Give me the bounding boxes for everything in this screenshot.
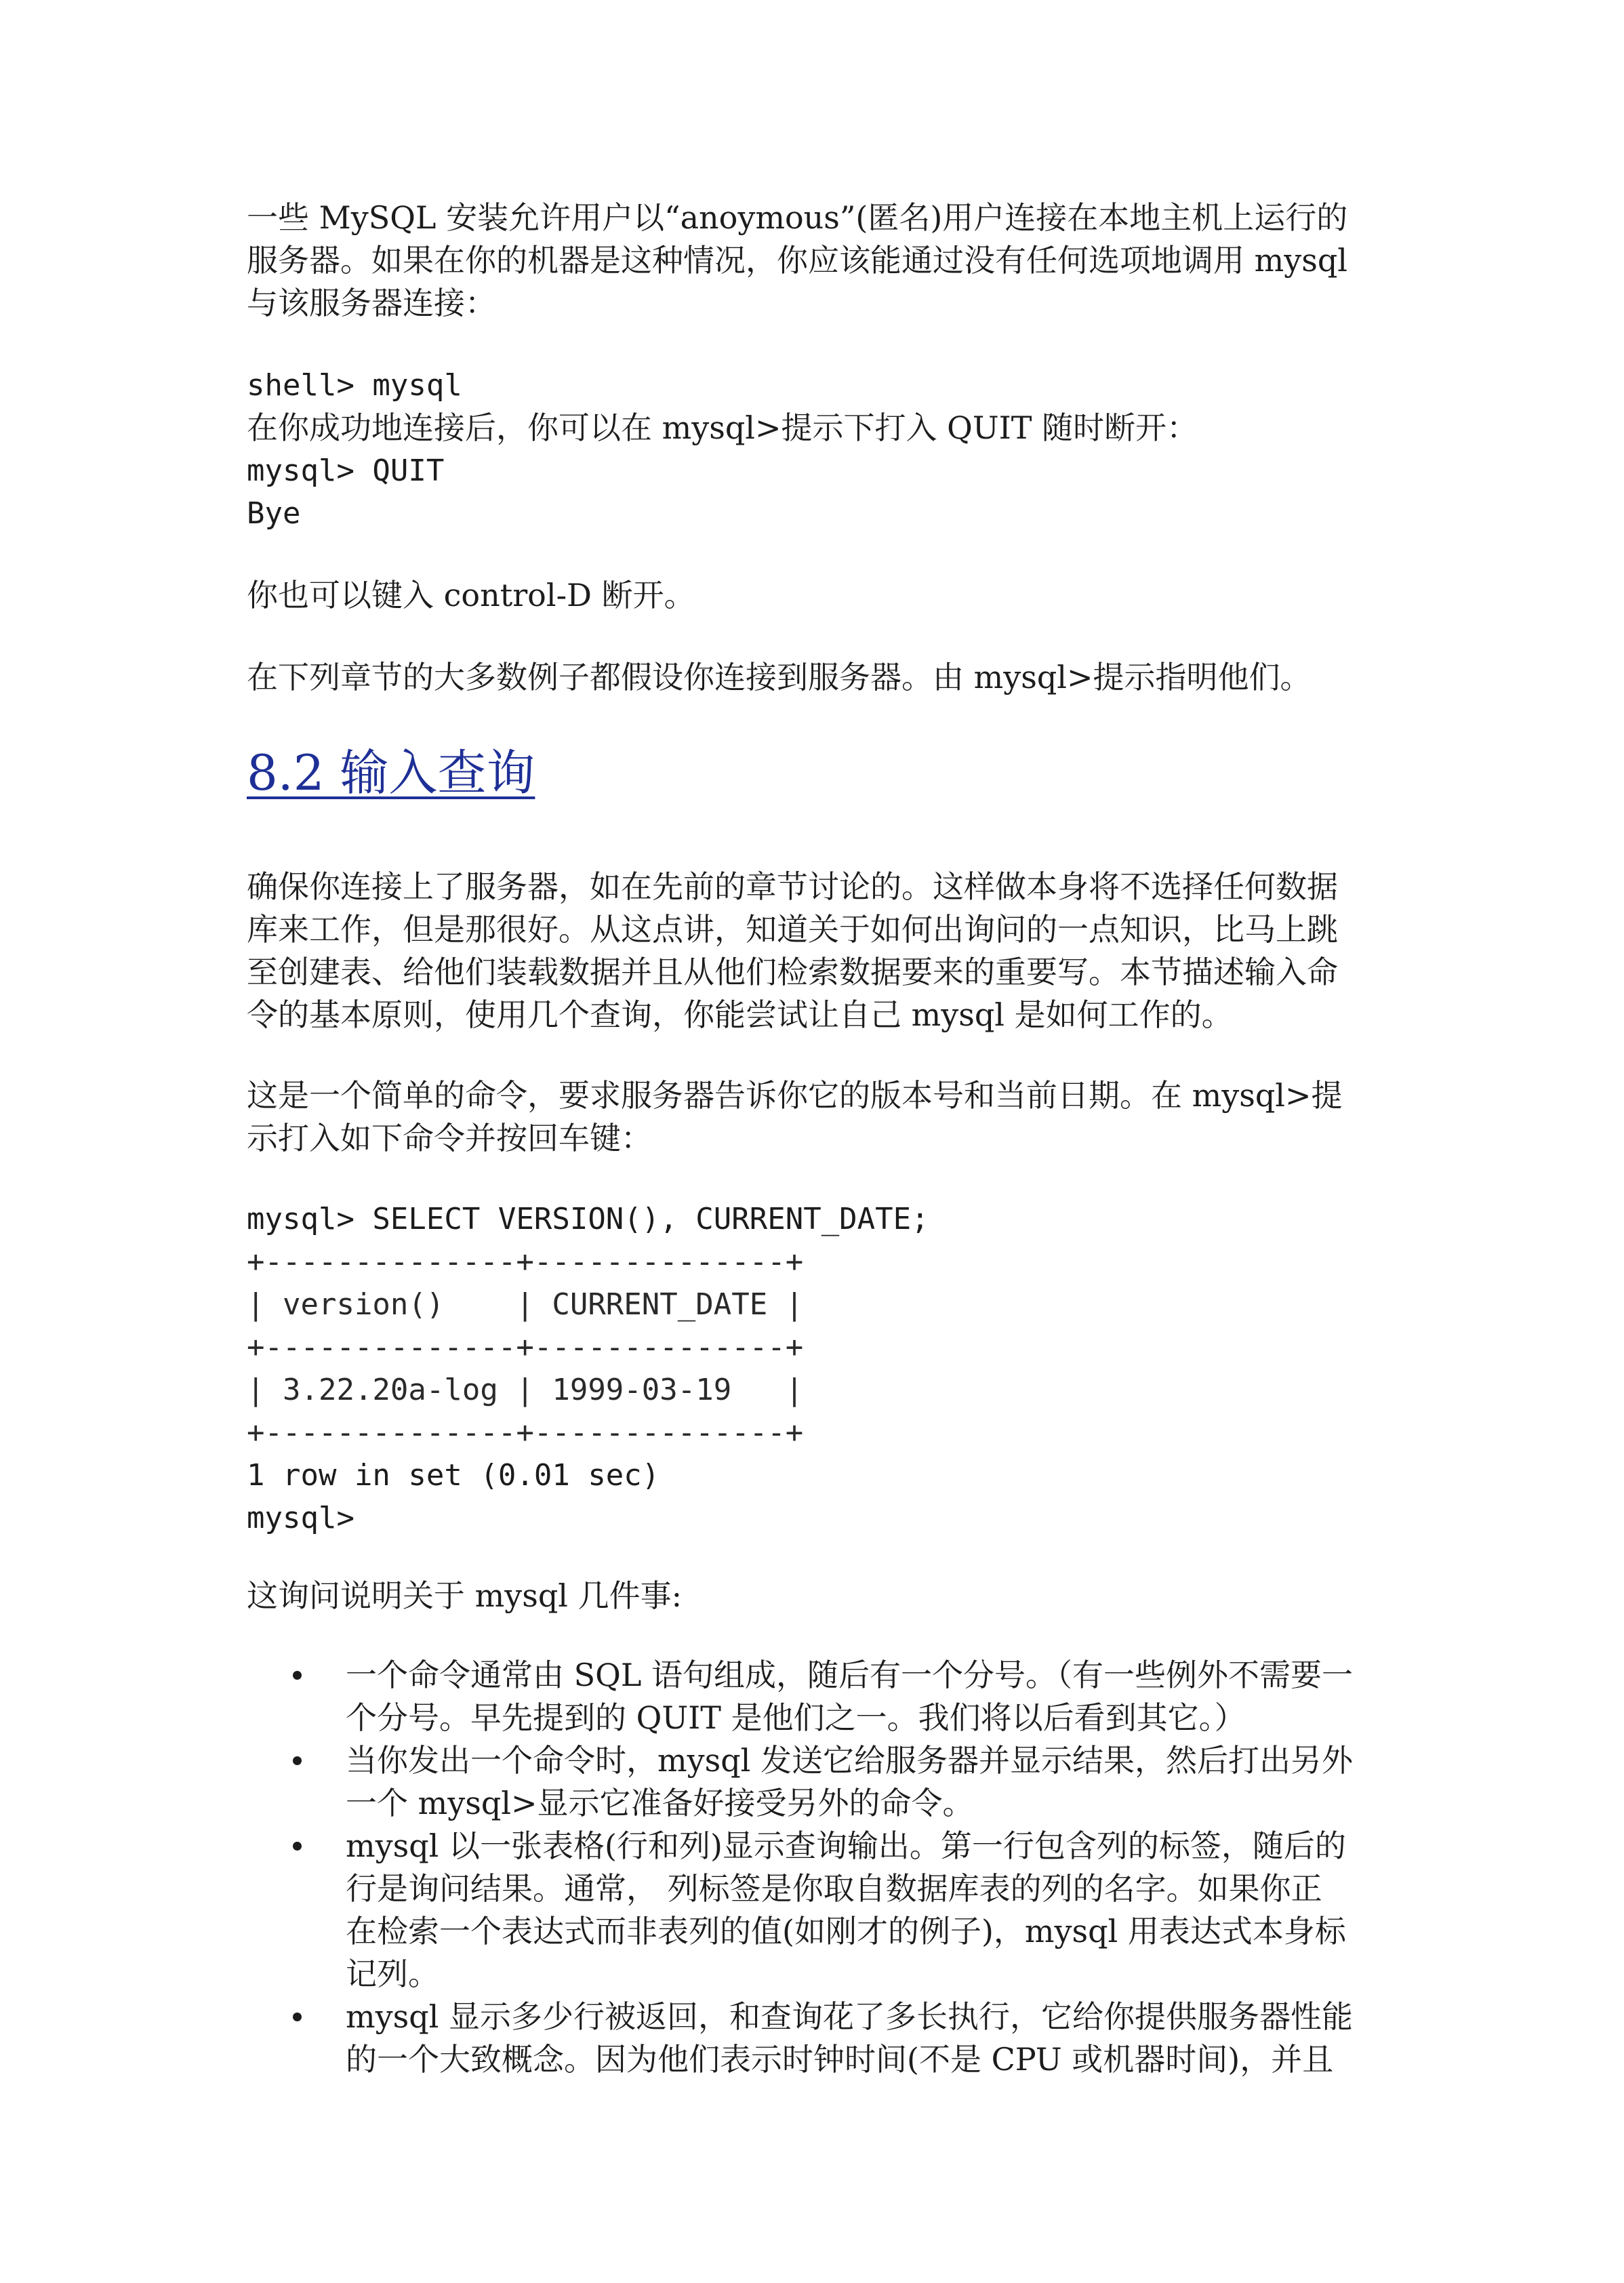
query-example: [247, 1198, 1399, 1539]
table-border: +--------------+--------------+: [247, 1245, 804, 1279]
paragraph-line: 库来工作，但是那很好。从这点讲，知道关于如何出询问的一点知识，比马上跳: [247, 911, 1338, 948]
assume-paragraph: [247, 656, 1399, 699]
bullet-icon: [293, 1671, 302, 1680]
list-item: [247, 1996, 1399, 2081]
paragraph-line: 令的基本原则，使用几个查询，你能尝试让自己 mysql 是如何工作的。: [247, 996, 1233, 1033]
simple-command-paragraph: [247, 1074, 1399, 1160]
section-heading[interactable]: 8.2 输入查询: [247, 744, 535, 801]
paragraph-line: 确保你连接上了服务器，如在先前的章节讨论的。这样做本身将不选择任何数据: [247, 868, 1338, 905]
query-command: mysql> SELECT VERSION(), CURRENT_DATE;: [247, 1202, 929, 1236]
table-header-row: | version() | CURRENT_DATE |: [247, 1287, 804, 1322]
connect-session: [247, 364, 1399, 535]
list-item-line: 当你发出一个命令时，mysql 发送它给服务器并显示结果，然后打出另外: [346, 1742, 1353, 1779]
paragraph-line: 这是一个简单的命令，要求服务器告诉你它的版本号和当前日期。在 mysql>提: [247, 1077, 1343, 1114]
bullet-icon: [293, 1842, 302, 1851]
bullet-icon: [293, 2013, 302, 2021]
list-item-line: 在检索一个表达式而非表列的值(如刚才的例子)，mysql 用表达式本身标: [346, 1913, 1346, 1949]
list-item-line: 个分号。早先提到的 QUIT 是他们之一。我们将以后看到其它。）: [346, 1699, 1246, 1736]
paragraph-line: 至创建表、给他们装载数据并且从他们检索数据要来的重要写。本节描述输入命: [247, 954, 1338, 990]
bullet-icon: [293, 1756, 302, 1765]
list-item-line: 行是询问结果。通常， 列标签是你取自数据库表的列的名字。如果你正: [346, 1870, 1322, 1907]
control-d-paragraph: [247, 574, 1399, 617]
list-item: [247, 1825, 1399, 1996]
intro-line: 服务器。如果在你的机器是这种情况，你应该能通过没有任何选项地调用 mysql: [247, 242, 1347, 279]
intro-paragraph: [247, 197, 1399, 325]
list-item: [247, 1739, 1399, 1825]
query-notes-intro: [247, 1575, 1399, 1617]
quit-command: mysql> QUIT: [247, 453, 445, 488]
list-item: [247, 1654, 1399, 1739]
list-item-line: 的一个大致概念。因为他们表示时钟时间(不是 CPU 或机器时间)，并且: [346, 2041, 1334, 2078]
table-border: +--------------+--------------+: [247, 1330, 804, 1365]
quit-instruction: 在你成功地连接后，你可以在 mysql>提示下打入 QUIT 随时断开：: [247, 409, 1198, 446]
bye-output: Bye: [247, 496, 301, 531]
intro-query-paragraph: [247, 866, 1399, 1036]
list-item-line: mysql 以一张表格(行和列)显示查询输出。第一行包含列的标签，随后的: [346, 1827, 1346, 1864]
control-d-text: 你也可以键入 control-D 断开。: [247, 577, 695, 613]
list-item-line: mysql 显示多少行被返回，和查询花了多长执行，它给你提供服务器性能: [346, 1998, 1353, 2035]
table-border: +--------------+--------------+: [247, 1415, 804, 1450]
row-count-footer: 1 row in set (0.01 sec): [247, 1458, 660, 1493]
intro-line: 一些 MySQL 安装允许用户以“anoymous”(匿名)用户连接在本地主机上运行的: [247, 199, 1348, 236]
mysql-prompt: mysql>: [247, 1501, 354, 1535]
notes-intro-text: 这询问说明关于 mysql 几件事:: [247, 1577, 683, 1614]
list-item-line: 一个 mysql>显示它准备好接受另外的命令。: [346, 1785, 974, 1821]
shell-command: shell> mysql: [247, 368, 462, 403]
intro-line: 与该服务器连接：: [247, 285, 496, 321]
list-item-line: 记列。: [346, 1956, 439, 1992]
assume-text: 在下列章节的大多数例子都假设你连接到服务器。由 mysql>提示指明他们。: [247, 659, 1312, 695]
list-item-line: 一个命令通常由 SQL 语句组成，随后有一个分号。（有一些例外不需要一: [346, 1657, 1354, 1693]
bullet-list: [247, 1654, 1399, 2081]
table-data-row: | 3.22.20a-log | 1999-03-19 |: [247, 1373, 804, 1407]
paragraph-line: 示打入如下命令并按回车键：: [247, 1120, 652, 1156]
